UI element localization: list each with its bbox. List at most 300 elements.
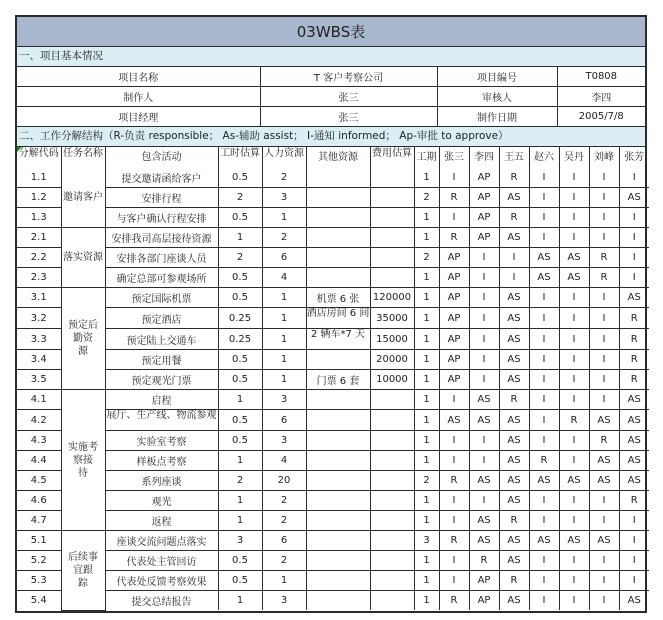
p2-cell[interactable]: I xyxy=(469,370,499,390)
hours-cell[interactable]: 3 xyxy=(218,531,262,551)
p1-cell[interactable]: R xyxy=(439,591,469,611)
p7-cell[interactable]: AS xyxy=(619,188,649,208)
col-header-hours[interactable]: 工时估算 xyxy=(218,147,262,168)
period-cell[interactable]: 2 xyxy=(414,471,439,491)
p2-cell[interactable]: I xyxy=(469,329,499,350)
p4-cell[interactable]: I xyxy=(529,308,559,329)
people-cell[interactable]: 1 xyxy=(262,571,306,591)
p7-cell[interactable]: AS xyxy=(619,591,649,611)
people-cell[interactable]: 2 xyxy=(262,168,306,188)
p4-cell[interactable]: I xyxy=(529,288,559,308)
code-cell[interactable]: 3.5 xyxy=(17,370,61,390)
info-label-cell[interactable]: 项目编号 xyxy=(437,67,557,87)
other-cell[interactable] xyxy=(306,350,370,370)
cost-cell[interactable] xyxy=(370,431,414,451)
code-cell[interactable]: 3.4 xyxy=(17,350,61,370)
cost-cell[interactable] xyxy=(370,208,414,228)
other-cell[interactable] xyxy=(306,248,370,268)
p1-cell[interactable]: AP xyxy=(439,329,469,350)
activity-cell[interactable]: 代表处主管回访 xyxy=(105,551,218,571)
p5-cell[interactable]: I xyxy=(559,511,589,531)
p6-cell[interactable]: AS xyxy=(589,451,619,471)
p2-cell[interactable]: AP xyxy=(469,571,499,591)
p5-cell[interactable]: I xyxy=(559,288,589,308)
other-cell[interactable] xyxy=(306,591,370,611)
p3-cell[interactable]: AS xyxy=(499,451,529,471)
info-value-cell[interactable]: T 客户考察公司 xyxy=(260,67,437,87)
other-cell[interactable] xyxy=(306,208,370,228)
info-label-cell[interactable]: 项目名称 xyxy=(17,67,260,87)
col-header-cost[interactable]: 费用估算 xyxy=(370,147,414,168)
people-cell[interactable]: 3 xyxy=(262,591,306,611)
code-cell[interactable]: 4.3 xyxy=(17,431,61,451)
info-value-cell[interactable]: 张三 xyxy=(260,107,437,127)
p6-cell[interactable]: I xyxy=(589,308,619,329)
p2-cell[interactable]: AP xyxy=(469,188,499,208)
p4-cell[interactable]: I xyxy=(529,491,559,511)
hours-cell[interactable]: 1 xyxy=(218,511,262,531)
col-header-p5[interactable]: 吴丹 xyxy=(559,147,589,168)
p2-cell[interactable]: AS xyxy=(469,410,499,431)
p5-cell[interactable]: I xyxy=(559,451,589,471)
col-header-other[interactable]: 其他资源 xyxy=(306,147,370,168)
code-cell[interactable]: 3.2 xyxy=(17,308,61,329)
p2-cell[interactable]: AS xyxy=(469,511,499,531)
hours-cell[interactable]: 1 xyxy=(218,390,262,410)
p7-cell[interactable]: AS xyxy=(619,471,649,491)
other-cell[interactable] xyxy=(306,390,370,410)
p4-cell[interactable]: I xyxy=(529,168,559,188)
p3-cell[interactable]: R xyxy=(499,168,529,188)
p4-cell[interactable]: AS xyxy=(529,471,559,491)
p6-cell[interactable]: I xyxy=(589,350,619,370)
code-cell[interactable]: 4.5 xyxy=(17,471,61,491)
p7-cell[interactable]: R xyxy=(619,370,649,390)
p3-cell[interactable]: AS xyxy=(499,370,529,390)
p6-cell[interactable]: AS xyxy=(589,410,619,431)
code-cell[interactable]: 1.3 xyxy=(17,208,61,228)
people-cell[interactable]: 2 xyxy=(262,551,306,571)
task-name-cell[interactable]: 落实资源 xyxy=(61,228,105,288)
code-cell[interactable]: 4.2 xyxy=(17,410,61,431)
col-header-task[interactable]: 任务名称 xyxy=(61,147,105,168)
other-cell[interactable] xyxy=(306,551,370,571)
code-cell[interactable]: 4.4 xyxy=(17,451,61,471)
activity-cell[interactable]: 与客户确认行程安排 xyxy=(105,208,218,228)
other-cell[interactable] xyxy=(306,431,370,451)
p3-cell[interactable]: I xyxy=(499,268,529,288)
people-cell[interactable]: 6 xyxy=(262,248,306,268)
period-cell[interactable]: 1 xyxy=(414,288,439,308)
p6-cell[interactable]: R xyxy=(589,431,619,451)
other-cell[interactable] xyxy=(306,491,370,511)
code-cell[interactable]: 5.3 xyxy=(17,571,61,591)
p6-cell[interactable]: R xyxy=(589,268,619,288)
code-cell[interactable]: 2.2 xyxy=(17,248,61,268)
hours-cell[interactable]: 0.5 xyxy=(218,288,262,308)
p6-cell[interactable]: I xyxy=(589,228,619,248)
other-cell[interactable] xyxy=(306,451,370,471)
period-cell[interactable]: 1 xyxy=(414,370,439,390)
p1-cell[interactable]: AP xyxy=(439,350,469,370)
p2-cell[interactable]: I xyxy=(469,451,499,471)
info-label-cell[interactable]: 审核人 xyxy=(437,87,557,107)
p3-cell[interactable]: AS xyxy=(499,491,529,511)
p6-cell[interactable]: I xyxy=(589,168,619,188)
other-cell[interactable] xyxy=(306,531,370,551)
activity-cell[interactable]: 安排行程 xyxy=(105,188,218,208)
p5-cell[interactable]: AS xyxy=(559,268,589,288)
p4-cell[interactable]: I xyxy=(529,188,559,208)
p7-cell[interactable]: I xyxy=(619,511,649,531)
p6-cell[interactable]: AS xyxy=(589,471,619,491)
col-header-period[interactable]: 工期 xyxy=(414,147,439,168)
cost-cell[interactable] xyxy=(370,551,414,571)
p1-cell[interactable]: I xyxy=(439,168,469,188)
p3-cell[interactable]: AS xyxy=(499,188,529,208)
cost-cell[interactable] xyxy=(370,471,414,491)
hours-cell[interactable]: 0.5 xyxy=(218,370,262,390)
activity-cell[interactable]: 启程 xyxy=(105,390,218,410)
p6-cell[interactable]: I xyxy=(589,188,619,208)
p2-cell[interactable]: I xyxy=(469,268,499,288)
p6-cell[interactable]: I xyxy=(589,491,619,511)
other-cell[interactable] xyxy=(306,268,370,288)
code-cell[interactable]: 3.3 xyxy=(17,329,61,350)
activity-cell[interactable]: 系列座谈 xyxy=(105,471,218,491)
cost-cell[interactable] xyxy=(370,168,414,188)
p4-cell[interactable]: I xyxy=(529,591,559,611)
p1-cell[interactable]: AP xyxy=(439,268,469,288)
p3-cell[interactable]: AS xyxy=(499,228,529,248)
other-cell[interactable] xyxy=(306,571,370,591)
p3-cell[interactable]: R xyxy=(499,571,529,591)
p2-cell[interactable]: AP xyxy=(469,208,499,228)
hours-cell[interactable]: 1 xyxy=(218,491,262,511)
col-header-activity[interactable]: 包含活动 xyxy=(105,147,218,168)
period-cell[interactable]: 1 xyxy=(414,431,439,451)
p1-cell[interactable]: I xyxy=(439,491,469,511)
p5-cell[interactable]: I xyxy=(559,228,589,248)
p4-cell[interactable]: I xyxy=(529,410,559,431)
task-name-cell[interactable]: 邀请客户 xyxy=(61,168,105,228)
p2-cell[interactable]: I xyxy=(469,288,499,308)
p6-cell[interactable]: I xyxy=(589,329,619,350)
p4-cell[interactable]: AS xyxy=(529,268,559,288)
activity-cell[interactable]: 预定酒店 xyxy=(105,308,218,329)
cost-cell[interactable] xyxy=(370,390,414,410)
period-cell[interactable]: 1 xyxy=(414,491,439,511)
col-header-p6[interactable]: 刘峰 xyxy=(589,147,619,168)
p7-cell[interactable]: R xyxy=(619,491,649,511)
p5-cell[interactable]: I xyxy=(559,431,589,451)
cost-cell[interactable]: 120000 xyxy=(370,288,414,308)
cost-cell[interactable] xyxy=(370,591,414,611)
activity-cell[interactable]: 实验室考察 xyxy=(105,431,218,451)
p1-cell[interactable]: I xyxy=(439,208,469,228)
p4-cell[interactable]: I xyxy=(529,208,559,228)
people-cell[interactable]: 1 xyxy=(262,350,306,370)
p1-cell[interactable]: R xyxy=(439,531,469,551)
p2-cell[interactable]: I xyxy=(469,491,499,511)
p3-cell[interactable]: AS xyxy=(499,329,529,350)
other-cell[interactable] xyxy=(306,228,370,248)
period-cell[interactable]: 1 xyxy=(414,228,439,248)
p3-cell[interactable]: AS xyxy=(499,471,529,491)
p1-cell[interactable]: AP xyxy=(439,288,469,308)
info-value-cell[interactable]: 张三 xyxy=(260,87,437,107)
p7-cell[interactable]: AS xyxy=(619,451,649,471)
p1-cell[interactable]: R xyxy=(439,471,469,491)
p4-cell[interactable]: I xyxy=(529,390,559,410)
info-label-cell[interactable]: 项目经理 xyxy=(17,107,260,127)
other-cell[interactable]: 机票 6 张 xyxy=(306,288,370,308)
p4-cell[interactable]: I xyxy=(529,571,559,591)
p3-cell[interactable]: AS xyxy=(499,288,529,308)
p5-cell[interactable]: AS xyxy=(559,531,589,551)
info-label-cell[interactable]: 制作日期 xyxy=(437,107,557,127)
cost-cell[interactable] xyxy=(370,491,414,511)
col-header-people[interactable]: 人力资源 xyxy=(262,147,306,168)
p1-cell[interactable]: AS xyxy=(439,410,469,431)
section-basic-info-heading[interactable]: 一、项目基本情况 xyxy=(17,47,645,67)
period-cell[interactable]: 1 xyxy=(414,410,439,431)
p4-cell[interactable]: I xyxy=(529,370,559,390)
p4-cell[interactable]: I xyxy=(529,228,559,248)
p7-cell[interactable]: R xyxy=(619,329,649,350)
activity-cell[interactable]: 预定陆上交通车 xyxy=(105,329,218,350)
other-cell[interactable] xyxy=(306,471,370,491)
hours-cell[interactable]: 1 xyxy=(218,591,262,611)
p1-cell[interactable]: R xyxy=(439,188,469,208)
people-cell[interactable]: 3 xyxy=(262,188,306,208)
hours-cell[interactable]: 0.5 xyxy=(218,551,262,571)
p6-cell[interactable]: AS xyxy=(589,531,619,551)
p3-cell[interactable]: AS xyxy=(499,531,529,551)
activity-cell[interactable]: 确定总部可参观场所 xyxy=(105,268,218,288)
p1-cell[interactable]: I xyxy=(439,431,469,451)
cost-cell[interactable] xyxy=(370,268,414,288)
period-cell[interactable]: 1 xyxy=(414,329,439,350)
period-cell[interactable]: 1 xyxy=(414,511,439,531)
p7-cell[interactable]: I xyxy=(619,168,649,188)
cost-cell[interactable] xyxy=(370,531,414,551)
p1-cell[interactable]: I xyxy=(439,451,469,471)
p5-cell[interactable]: I xyxy=(559,571,589,591)
cost-cell[interactable] xyxy=(370,188,414,208)
sheet-title[interactable]: 03WBS表 xyxy=(17,17,645,47)
p5-cell[interactable]: I xyxy=(559,168,589,188)
p3-cell[interactable]: AS xyxy=(499,551,529,571)
p3-cell[interactable]: I xyxy=(499,248,529,268)
p7-cell[interactable]: AS xyxy=(619,390,649,410)
col-header-code[interactable]: 分解代码 xyxy=(17,147,61,168)
p5-cell[interactable]: R xyxy=(559,410,589,431)
people-cell[interactable]: 1 xyxy=(262,370,306,390)
p6-cell[interactable]: I xyxy=(589,390,619,410)
p5-cell[interactable]: I xyxy=(559,591,589,611)
hours-cell[interactable]: 2 xyxy=(218,188,262,208)
p5-cell[interactable]: I xyxy=(559,350,589,370)
p7-cell[interactable]: I xyxy=(619,571,649,591)
p7-cell[interactable]: I xyxy=(619,228,649,248)
code-cell[interactable]: 5.4 xyxy=(17,591,61,611)
code-cell[interactable]: 5.2 xyxy=(17,551,61,571)
p2-cell[interactable]: I xyxy=(469,308,499,329)
p6-cell[interactable]: I xyxy=(589,571,619,591)
p1-cell[interactable]: I xyxy=(439,551,469,571)
people-cell[interactable]: 4 xyxy=(262,268,306,288)
people-cell[interactable]: 6 xyxy=(262,410,306,431)
p4-cell[interactable]: I xyxy=(529,551,559,571)
p5-cell[interactable]: AS xyxy=(559,471,589,491)
p4-cell[interactable]: AS xyxy=(529,248,559,268)
period-cell[interactable]: 1 xyxy=(414,268,439,288)
period-cell[interactable]: 1 xyxy=(414,571,439,591)
cost-cell[interactable]: 15000 xyxy=(370,329,414,350)
hours-cell[interactable]: 1 xyxy=(218,451,262,471)
period-cell[interactable]: 2 xyxy=(414,248,439,268)
task-name-cell[interactable] xyxy=(61,390,105,531)
code-cell[interactable]: 5.1 xyxy=(17,531,61,551)
code-cell[interactable]: 3.1 xyxy=(17,288,61,308)
p7-cell[interactable]: R xyxy=(619,350,649,370)
col-header-p3[interactable]: 王五 xyxy=(499,147,529,168)
people-cell[interactable]: 3 xyxy=(262,390,306,410)
p7-cell[interactable]: I xyxy=(619,268,649,288)
p6-cell[interactable]: I xyxy=(589,370,619,390)
cost-cell[interactable] xyxy=(370,228,414,248)
people-cell[interactable]: 2 xyxy=(262,511,306,531)
activity-cell[interactable]: 预定观光门票 xyxy=(105,370,218,390)
p7-cell[interactable]: AS xyxy=(619,410,649,431)
section-wbs-heading[interactable]: 二、工作分解结构（R-负责 responsible； As-辅助 assist； I-通知 informed； Ap-审批 to approve） xyxy=(17,127,645,147)
p2-cell[interactable]: AS xyxy=(469,471,499,491)
people-cell[interactable]: 6 xyxy=(262,531,306,551)
p5-cell[interactable]: I xyxy=(559,308,589,329)
hours-cell[interactable]: 0.5 xyxy=(218,208,262,228)
p1-cell[interactable]: AP xyxy=(439,248,469,268)
cost-cell[interactable] xyxy=(370,571,414,591)
p1-cell[interactable]: I xyxy=(439,511,469,531)
period-cell[interactable]: 1 xyxy=(414,451,439,471)
p3-cell[interactable]: AS xyxy=(499,308,529,329)
p6-cell[interactable]: I xyxy=(589,551,619,571)
p2-cell[interactable]: AP xyxy=(469,228,499,248)
hours-cell[interactable]: 1 xyxy=(218,228,262,248)
p3-cell[interactable]: R xyxy=(499,208,529,228)
hours-cell[interactable]: 0.5 xyxy=(218,410,262,431)
p7-cell[interactable]: I xyxy=(619,551,649,571)
col-header-p7[interactable]: 张芳 xyxy=(619,147,649,168)
task-name-cell[interactable] xyxy=(61,531,105,611)
p2-cell[interactable]: AP xyxy=(469,591,499,611)
hours-cell[interactable]: 2 xyxy=(218,471,262,491)
hours-cell[interactable]: 2 xyxy=(218,248,262,268)
hours-cell[interactable]: 0.5 xyxy=(218,268,262,288)
p2-cell[interactable]: AS xyxy=(469,390,499,410)
p1-cell[interactable]: I xyxy=(439,571,469,591)
p3-cell[interactable]: AS xyxy=(499,410,529,431)
other-cell[interactable] xyxy=(306,168,370,188)
code-cell[interactable]: 4.6 xyxy=(17,491,61,511)
code-cell[interactable]: 1.2 xyxy=(17,188,61,208)
cost-cell[interactable]: 10000 xyxy=(370,370,414,390)
other-cell[interactable] xyxy=(306,410,370,431)
info-label-cell[interactable]: 制作人 xyxy=(17,87,260,107)
hours-cell[interactable]: 0.5 xyxy=(218,350,262,370)
p3-cell[interactable]: AS xyxy=(499,591,529,611)
p3-cell[interactable]: AS xyxy=(499,350,529,370)
people-cell[interactable]: 4 xyxy=(262,451,306,471)
activity-cell[interactable]: 安排我司高层接待资源 xyxy=(105,228,218,248)
p3-cell[interactable]: R xyxy=(499,511,529,531)
activity-cell[interactable]: 代表处反馈考察效果 xyxy=(105,571,218,591)
p7-cell[interactable]: I xyxy=(619,208,649,228)
p4-cell[interactable]: I xyxy=(529,431,559,451)
p5-cell[interactable]: I xyxy=(559,188,589,208)
cost-cell[interactable]: 20000 xyxy=(370,350,414,370)
p4-cell[interactable]: AS xyxy=(529,531,559,551)
p7-cell[interactable]: AS xyxy=(619,431,649,451)
p7-cell[interactable]: AS xyxy=(619,288,649,308)
code-cell[interactable]: 4.1 xyxy=(17,390,61,410)
task-name-cell[interactable] xyxy=(61,288,105,390)
activity-cell[interactable]: 样板点考察 xyxy=(105,451,218,471)
period-cell[interactable]: 1 xyxy=(414,208,439,228)
cost-cell[interactable] xyxy=(370,248,414,268)
p1-cell[interactable]: I xyxy=(439,390,469,410)
p2-cell[interactable]: I xyxy=(469,350,499,370)
period-cell[interactable]: 1 xyxy=(414,350,439,370)
activity-cell[interactable]: 预定国际机票 xyxy=(105,288,218,308)
p2-cell[interactable]: AP xyxy=(469,168,499,188)
period-cell[interactable]: 1 xyxy=(414,308,439,329)
people-cell[interactable]: 20 xyxy=(262,471,306,491)
p6-cell[interactable]: I xyxy=(589,288,619,308)
code-cell[interactable]: 1.1 xyxy=(17,168,61,188)
activity-cell[interactable]: 安排各部门座谈人员 xyxy=(105,248,218,268)
hours-cell[interactable]: 0.5 xyxy=(218,431,262,451)
p6-cell[interactable]: I xyxy=(589,591,619,611)
code-cell[interactable]: 4.7 xyxy=(17,511,61,531)
p5-cell[interactable]: I xyxy=(559,491,589,511)
other-cell[interactable] xyxy=(306,511,370,531)
p6-cell[interactable]: I xyxy=(589,511,619,531)
people-cell[interactable]: 1 xyxy=(262,308,306,329)
info-value-cell[interactable]: 李四 xyxy=(557,87,645,107)
period-cell[interactable]: 1 xyxy=(414,591,439,611)
p7-cell[interactable]: I xyxy=(619,531,649,551)
p4-cell[interactable]: I xyxy=(529,350,559,370)
p1-cell[interactable]: AP xyxy=(439,308,469,329)
p1-cell[interactable]: AP xyxy=(439,370,469,390)
code-cell[interactable]: 2.1 xyxy=(17,228,61,248)
p2-cell[interactable]: I xyxy=(469,431,499,451)
p5-cell[interactable]: I xyxy=(559,370,589,390)
period-cell[interactable]: 1 xyxy=(414,168,439,188)
p5-cell[interactable]: I xyxy=(559,551,589,571)
people-cell[interactable]: 1 xyxy=(262,329,306,350)
hours-cell[interactable]: 0.25 xyxy=(218,308,262,329)
info-value-cell[interactable]: T0808 xyxy=(557,67,645,87)
people-cell[interactable]: 2 xyxy=(262,228,306,248)
p3-cell[interactable]: AS xyxy=(499,431,529,451)
activity-cell[interactable]: 提交邀请函给客户 xyxy=(105,168,218,188)
cost-cell[interactable] xyxy=(370,511,414,531)
p5-cell[interactable]: I xyxy=(559,329,589,350)
p6-cell[interactable]: I xyxy=(589,208,619,228)
